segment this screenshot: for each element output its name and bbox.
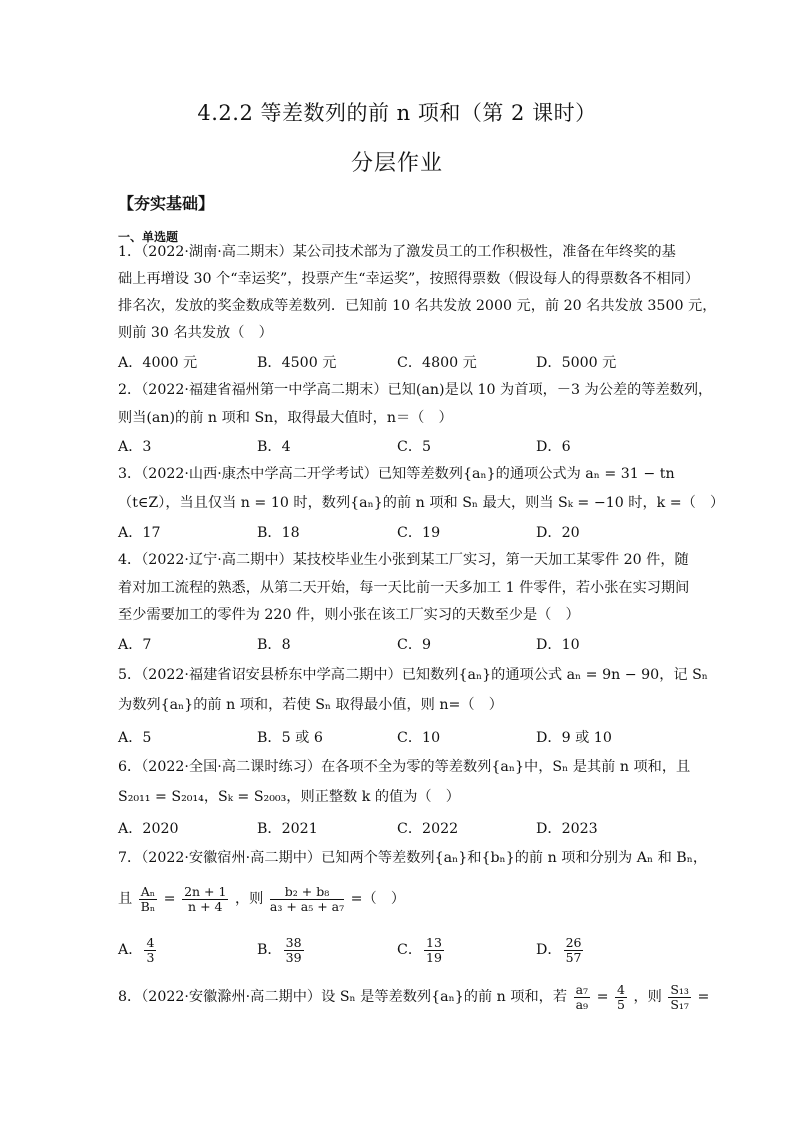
q5-option-a: A．5 — [118, 730, 152, 746]
q2-option-a: A．3 — [118, 439, 152, 455]
q1-line-1: 1．（2022·湖南·高二期末）某公司技术部为了激发员工的工作积极性，准备在年终奖的基 — [118, 244, 676, 260]
q5-option-c: C．10 — [397, 730, 441, 746]
q7-option-a-den: 3 — [146, 949, 155, 965]
q7-option-d-den: 57 — [565, 949, 582, 965]
q7-text-and: 且 — [118, 891, 133, 907]
q2-line-2: 则当(an)的前 n 项和 Sn，取得最大值时，n＝（ ） — [118, 410, 453, 426]
q7-option-a-label: A． — [118, 942, 143, 958]
q2-line-1: 2．（2022·福建省福州第一中学高二期末）已知(an)是以 10 为首项，－3 为公差的等差数列， — [118, 382, 713, 398]
q3-option-b: B．18 — [257, 525, 300, 541]
q7-option-d — [536, 933, 585, 967]
q7-option-a — [118, 933, 158, 967]
q7-option-d-label: D． — [536, 942, 562, 958]
q7-option-b-den: 39 — [285, 949, 302, 965]
q4-line-3: 至少需要加工的零件为 220 件，则小张在该工厂实习的天数至少是（ ） — [118, 607, 580, 623]
q7-frac1-denominator: Bₙ — [140, 898, 156, 914]
q7-text-then: ，则 — [234, 891, 264, 907]
q8-frac3-numerator: S₁₃ — [670, 981, 689, 997]
q5-options — [118, 727, 678, 747]
q7-option-a-fraction — [144, 936, 156, 965]
q2-option-c: C．5 — [397, 439, 432, 455]
q4-option-c: C．9 — [397, 637, 432, 653]
q3-line-1: 3．（2022·山西·康杰中学高二开学考试）已知等差数列{aₙ}的通项公式为 aₙ = 31 − tn — [118, 466, 675, 482]
q1-option-b: B．4500 元 — [257, 355, 337, 371]
page-subtitle: 分层作业 — [350, 151, 443, 176]
q2-option-d: D．6 — [536, 439, 571, 455]
q7-option-c-label: C． — [397, 942, 423, 958]
q7-options — [118, 933, 678, 967]
q3-option-a: A．17 — [118, 525, 161, 541]
q8-frac2-numerator: 4 — [616, 981, 625, 997]
subsection-heading: 一、单选题 — [118, 230, 179, 244]
q7-option-d-fraction — [564, 936, 584, 965]
q7-frac2-numerator: 2n + 1 — [184, 883, 227, 899]
q8-fraction-a7-a9 — [574, 983, 590, 1012]
q7-frac1-numerator: Aₙ — [140, 883, 156, 899]
q4-line-2: 着对加工流程的熟悉，从第二天开始，每一天比前一天多加工 1 件零件，若小张在实习期间 — [118, 580, 690, 596]
q1-line-4: 则前 30 名共发放（ ） — [118, 325, 273, 341]
q7-option-c-num: 13 — [426, 934, 442, 950]
q5-line-1: 5．（2022·福建省诏安县桥东中学高二期中）已知数列{aₙ}的通项公式 aₙ = 9n − 90，记 Sₙ — [118, 667, 708, 683]
q3-line-2: （t∈Z），当且仅当 n = 10 时，数列{aₙ}的前 n 项和 Sₙ 最大，则当 Sₖ = −10 时，k =（ ） — [118, 495, 725, 511]
q1-line-3: 排名次，发放的奖金数成等差数列．已知前 10 名共发放 2000 元，前 20 名共发放 3500 元， — [118, 298, 717, 314]
q8-fraction-ratio — [615, 983, 627, 1012]
q4-option-a: A．7 — [118, 637, 152, 653]
q7-option-c-den: 19 — [426, 949, 442, 965]
q7-fraction-target — [270, 885, 344, 914]
q5-option-d: D．9 或 10 — [536, 730, 612, 746]
q7-frac2-denominator: n + 4 — [188, 898, 223, 914]
q7-option-b-label: B． — [257, 942, 282, 958]
q7-option-c-fraction — [424, 936, 444, 965]
q7-option-b — [257, 933, 306, 967]
q7-line-2 — [118, 882, 405, 916]
q7-fraction-ratio — [182, 885, 228, 914]
q5-option-b: B．5 或 6 — [257, 730, 323, 746]
q2-option-b: B．4 — [257, 439, 291, 455]
q8-text: 8．（2022·安徽滁州·高二期中）设 Sₙ 是等差数列{aₙ}的前 n 项和，若 — [118, 989, 568, 1005]
q5-line-2: 为数列{aₙ}的前 n 项和，若使 Sₙ 取得最小值，则 n=（ ） — [118, 697, 503, 713]
q8-equals-end: = — [697, 989, 710, 1005]
q6-option-a: A．2020 — [118, 821, 179, 837]
q2-options — [118, 436, 678, 456]
page-title: 4.2.2 等差数列的前 n 项和（第 2 课时） — [197, 101, 597, 125]
q6-line-1: 6．（2022·全国·高二课时练习）在各项不全为零的等差数列{aₙ}中，Sₙ 是其前 n 项和，且 — [118, 759, 691, 775]
q7-option-d-num: 26 — [565, 934, 582, 950]
q7-equals: = — [163, 891, 176, 907]
q6-options — [118, 818, 678, 838]
q1-option-c: C．4800 元 — [397, 355, 477, 371]
q3-options — [118, 522, 678, 542]
q6-option-c: C．2022 — [397, 821, 459, 837]
q1-option-a: A．4000 元 — [118, 355, 198, 371]
q8-frac1-denominator: a₉ — [575, 996, 589, 1012]
q8-line-1 — [118, 980, 709, 1014]
q8-frac1-numerator: a₇ — [575, 981, 589, 997]
q4-option-b: B．8 — [257, 637, 291, 653]
q7-option-b-fraction — [284, 936, 304, 965]
q1-line-2: 础上再增设 30 个“幸运奖”，投票产生“幸运奖”，按照得票数（假设每人的得票数各不相同） — [118, 271, 700, 287]
q3-option-d: D．20 — [536, 525, 580, 541]
q8-fraction-target — [668, 983, 691, 1012]
q7-line-1: 7．（2022·安徽宿州·高二期中）已知两个等差数列{aₙ}和{bₙ}的前 n 项和分别为 Aₙ 和 Bₙ， — [118, 850, 708, 866]
q7-option-a-num: 4 — [146, 934, 155, 950]
q8-text-then: ，则 — [633, 989, 662, 1005]
q7-frac3-numerator: b₂ + b₈ — [270, 885, 344, 900]
q1-options — [118, 352, 678, 372]
q7-option-c — [397, 933, 446, 967]
q8-frac2-denominator: 5 — [616, 996, 625, 1012]
q4-line-1: 4．（2022·辽宁·高二期中）某技校毕业生小张到某工厂实习，第一天加工某零件 20 件，随 — [118, 552, 689, 568]
q7-fraction-a-over-b — [139, 885, 157, 914]
q6-line-2: S₂₀₁₁ = S₂₀₁₄，Sₖ = S₂₀₀₃，则正整数 k 的值为（ ） — [118, 789, 460, 805]
q8-frac3-denominator: S₁₇ — [670, 996, 689, 1012]
section-heading: 【夯实基础】 — [118, 194, 215, 213]
q8-equals: = — [596, 989, 609, 1005]
q7-option-b-num: 38 — [285, 934, 302, 950]
q7-frac3-denominator: a₃ + a₅ + a₇ — [269, 898, 345, 914]
q6-option-b: B．2021 — [257, 821, 318, 837]
q6-option-d: D．2023 — [536, 821, 598, 837]
q7-text-blank: =（ ） — [350, 891, 406, 907]
q3-option-c: C．19 — [397, 525, 441, 541]
q1-option-d: D．5000 元 — [536, 355, 617, 371]
q4-option-d: D．10 — [536, 637, 580, 653]
q4-options — [118, 634, 678, 654]
